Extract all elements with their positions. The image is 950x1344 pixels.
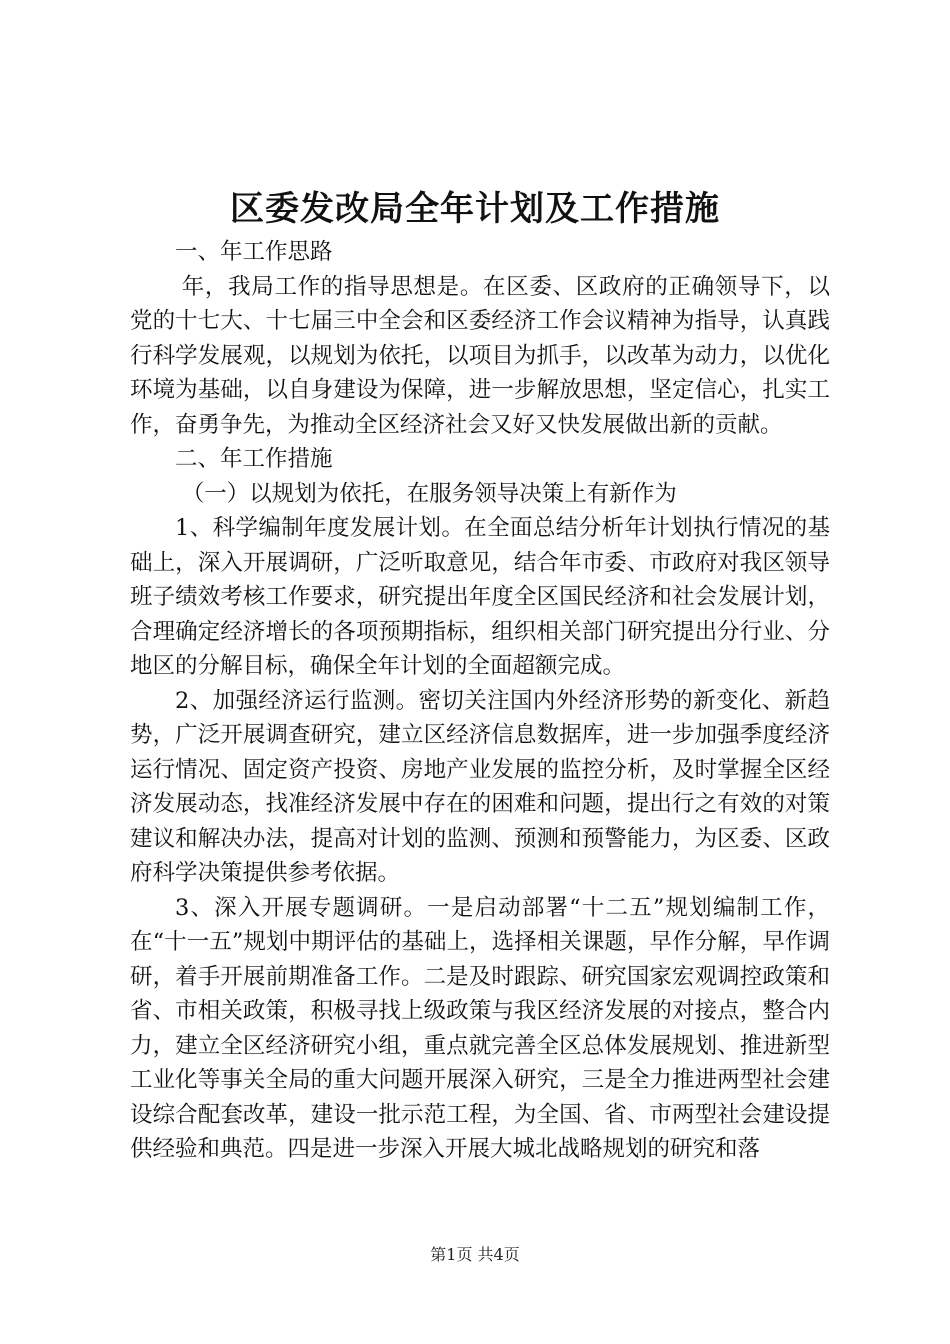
paragraph-item-3: 3、深入开展专题调研。一是启动部署“十二五”规划编制工作，在“十一五”规划中期评估的基础上，选择相关课题，早作分解，早作调研，着手开展前期准备工作。二是及时跟踪、研究国家宏观调控政策和省、市相关政策，积极寻找上级政策与我区经济发展的对接点，整合内力，建立全区经济研究小组，重点就完善全区总体发展规划、推进新型工业化等事关全局的重大问题开展深入研究，三是全力推进两型社会建设综合配套改革，建设一批示范工程，为全国、省、市两型社会建设提供经验和典范。四是进一步深入开展大城北战略规划的研究和落 xyxy=(130,894,830,1162)
section-heading-2: 二、年工作措施 xyxy=(175,446,333,472)
subsection-heading-1: （一）以规划为依托，在服务领导决策上有新作为 xyxy=(181,480,677,507)
document-title: 区委发改局全年计划及工作措施 xyxy=(230,189,720,229)
section-heading-1: 一、年工作思路 xyxy=(175,239,333,265)
document-body xyxy=(130,235,830,1167)
paragraph-item-1: 1、科学编制年度发展计划。在全面总结分析年计划执行情况的基础上，深入开展调研，广泛听取意见，结合年市委、市政府对我区领导班子绩效考核工作要求，研究提出年度全区国民经济和社会发展计划，合理确定经济增长的各项预期指标，组织相关部门研究提出分行业、分地区的分解目标，确保全年计划的全面超额完成。 xyxy=(130,515,830,679)
paragraph-item-2: 2、加强经济运行监测。密切关注国内外经济形势的新变化、新趋势，广泛开展调查研究，建立区经济信息数据库，进一步加强季度经济运行情况、固定资产投资、房地产业发展的监控分析，及时掌握全区经济发展动态，找准经济发展中存在的困难和问题，提出行之有效的对策建议和解决办法，提高对计划的监测、预测和预警能力，为区委、区政府科学决策提供参考依据。 xyxy=(130,687,830,886)
page-footer: 第1页 共4页 xyxy=(430,1245,520,1264)
paragraph-guiding-thought: 年，我局工作的指导思想是。在区委、区政府的正确领导下，以党的十七大、十七届三中全会和区委经济工作会议精神为指导，认真践行科学发展观，以规划为依托，以项目为抓手，以改革为动力，以优化环境为基础，以自身建设为保障，进一步解放思想，坚定信心，扎实工作，奋勇争先，为推动全区经济社会又好又快发展做出新的贡献。 xyxy=(130,273,830,438)
